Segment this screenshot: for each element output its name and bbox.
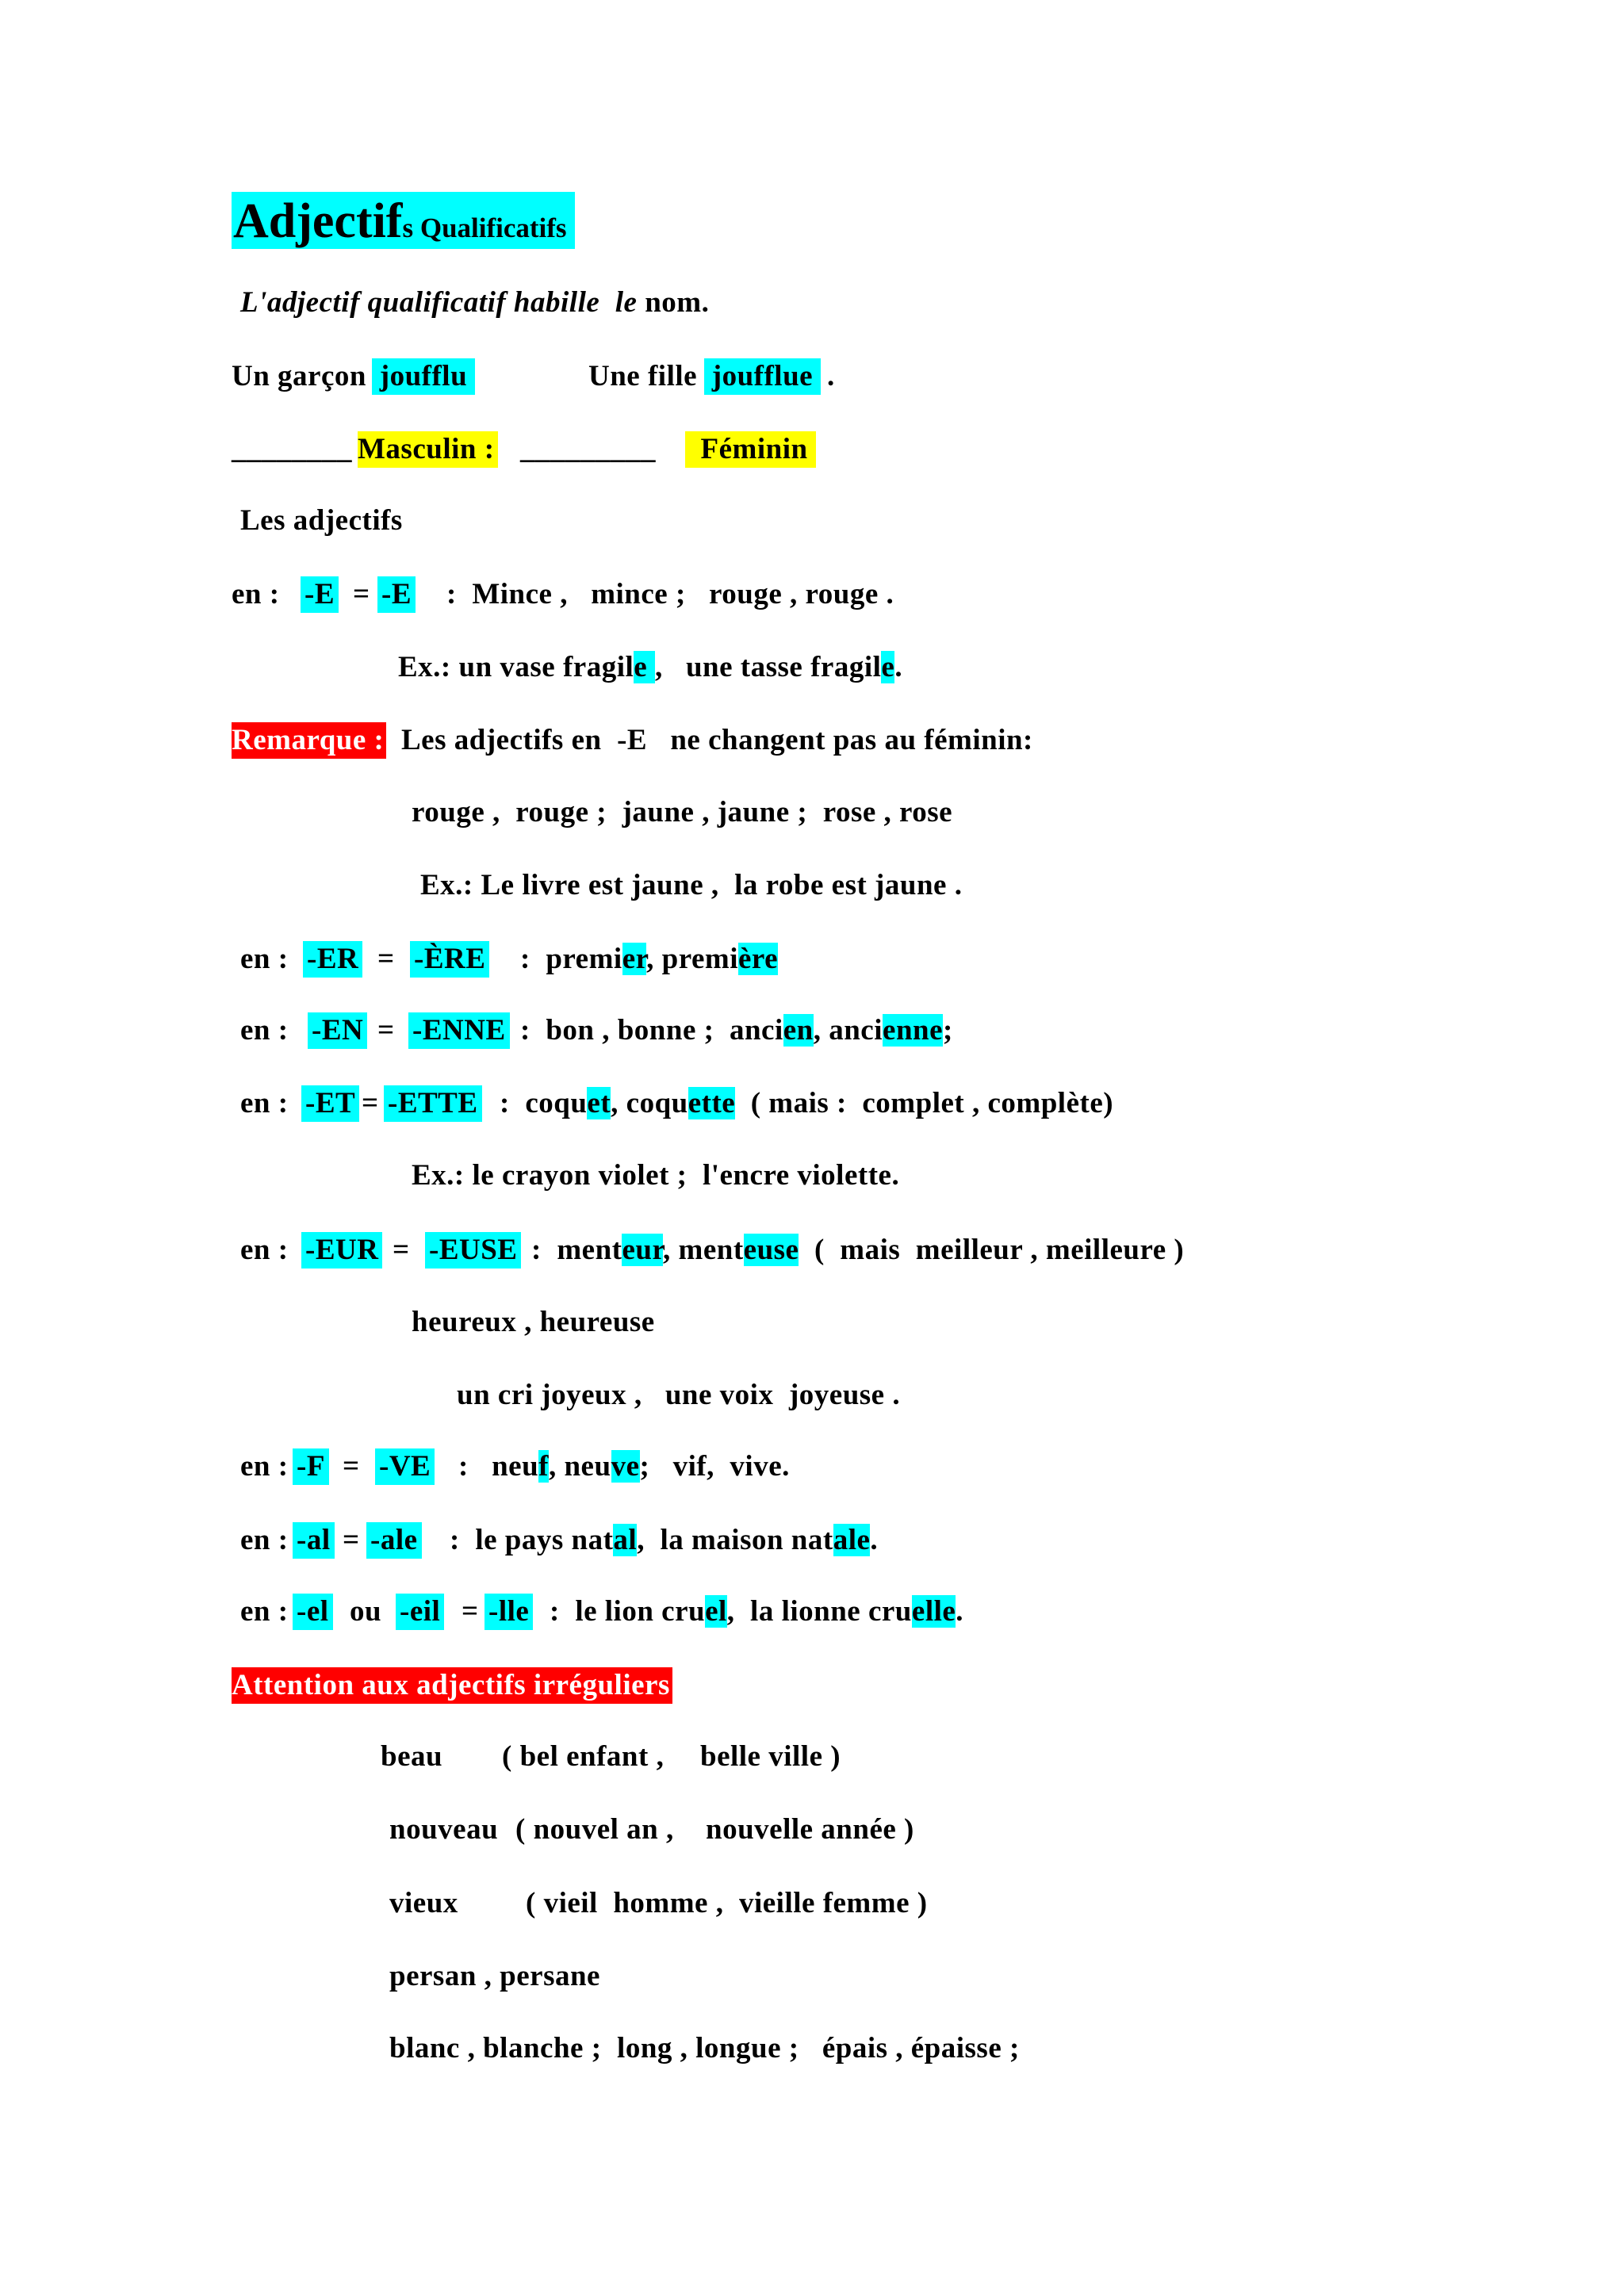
rule-al-line — [0, 1522, 1624, 1559]
rule-equals: = — [393, 1234, 410, 1266]
word-text: , la lionne cru — [726, 1595, 912, 1628]
irregular-item — [0, 1739, 1624, 1775]
rule-or: ou — [350, 1595, 382, 1628]
ending-highlight: et — [587, 1087, 611, 1119]
ending-highlight: enne — [883, 1014, 944, 1047]
rule-en-line — [0, 1012, 1624, 1049]
remark-words: rouge , rouge ; jaune , jaune ; rose , rose — [412, 796, 953, 828]
rule-equals: = — [377, 1014, 395, 1047]
irregular-masc-form: ( nouvel an , — [515, 1813, 674, 1846]
ending-highlight: elle — [911, 1595, 956, 1628]
rule-words — [520, 941, 778, 978]
rule-words — [500, 1085, 1113, 1122]
irregular-pair-line — [0, 2030, 1624, 2067]
rule-equals: = — [353, 578, 370, 610]
gender-header-line — [0, 431, 1624, 468]
rule-example — [398, 649, 902, 686]
irregular-word: beau — [381, 1740, 443, 1773]
rule-prefix: en : — [240, 1524, 289, 1556]
section-label-line — [0, 503, 1624, 539]
ending-highlight: euse — [743, 1234, 799, 1266]
page-title — [232, 192, 575, 249]
rule-fem-ending: -E — [377, 576, 416, 613]
rule-eur-line — [0, 1232, 1624, 1269]
intro-sentence — [240, 285, 709, 321]
rule-example: un cri joyeux , une voix joyeuse . — [457, 1379, 901, 1411]
irregular-pair: persan , persane — [389, 1960, 600, 1992]
section-label: Les adjectifs — [240, 504, 403, 537]
irregular-pair-line — [0, 1958, 1624, 1995]
masc-noun: Un garçon — [232, 360, 366, 392]
remark-example: Ex.: Le livre est jaune , la robe est jaune . — [420, 869, 963, 901]
feminine-label: Féminin — [685, 431, 816, 468]
irregular-heading-line — [0, 1667, 1624, 1704]
ending-highlight: ale — [833, 1524, 871, 1556]
rule-words — [550, 1594, 963, 1630]
rule-el-line — [0, 1594, 1624, 1630]
ending-highlight: en — [783, 1014, 814, 1047]
rule-fem-ending: -VE — [375, 1448, 435, 1485]
word-text: : le lion cru — [550, 1595, 706, 1628]
remark-example-line — [0, 867, 1624, 904]
rule-masc-ending: -EUR — [301, 1232, 382, 1269]
word-text: . — [956, 1595, 964, 1628]
rule-masc-ending: -F — [293, 1448, 329, 1485]
word-text: , ment — [663, 1234, 744, 1266]
title-suffix: s Qualificatifs — [402, 212, 567, 243]
rule-e-line — [0, 576, 1624, 613]
rule-equals: = — [343, 1450, 360, 1483]
ending-highlight: er — [622, 943, 647, 975]
rule-prefix: en : — [240, 1234, 289, 1266]
irregular-fem-form: nouvelle année ) — [706, 1813, 914, 1846]
rule-er-line — [0, 941, 1624, 978]
rule-et-example-line — [0, 1158, 1624, 1194]
masc-adjective-highlight: joufflu — [372, 358, 475, 395]
rule-masc-alt-ending: -eil — [396, 1594, 444, 1630]
rule-prefix: en : — [240, 1087, 289, 1119]
word-text: ( mais meilleur , meilleure ) — [799, 1234, 1185, 1266]
intro-italic: L'adjectif qualificatif habille le — [240, 286, 638, 319]
word-text: : le pays nat — [450, 1524, 614, 1556]
remark-line — [0, 722, 1624, 759]
ending-highlight: el — [705, 1595, 727, 1628]
word-text: , la maison nat — [637, 1524, 833, 1556]
rule-et-line — [0, 1085, 1624, 1122]
rule-prefix: en : — [240, 1595, 289, 1628]
rule-masc-ending: -el — [293, 1594, 333, 1630]
rule-words: : Mince , mince ; rouge , rouge . — [446, 578, 894, 610]
word-text: ; vif, vive. — [639, 1450, 790, 1483]
rule-masc-ending: -EN — [308, 1012, 367, 1049]
title-main: Adjectif — [233, 194, 403, 248]
word-text: : neu — [458, 1450, 539, 1483]
rule-right: _________ — [520, 433, 656, 465]
rule-fem-ending: -lle — [485, 1594, 533, 1630]
rule-equals: = — [343, 1524, 360, 1556]
fem-noun: Une fille — [588, 360, 698, 392]
remark-label: Remarque : — [232, 722, 386, 759]
example-end: . — [827, 360, 835, 392]
ending-highlight: e — [881, 651, 895, 683]
intro-line — [0, 285, 1624, 321]
rule-words — [520, 1012, 953, 1049]
rule-left: ________ — [232, 433, 352, 465]
irregular-word: vieux — [389, 1887, 458, 1919]
word-text: : coqu — [500, 1087, 588, 1119]
irregular-fem-form: belle ville ) — [700, 1740, 841, 1773]
rule-fem-ending: -ÈRE — [410, 941, 489, 978]
example-text: , une tasse fragil — [654, 651, 882, 683]
irregular-masc-form: ( bel enfant , — [502, 1740, 665, 1773]
rule-fem-ending: -ENNE — [408, 1012, 510, 1049]
word-text: ; — [943, 1014, 953, 1047]
example-text: . — [894, 651, 903, 683]
word-text: , neu — [548, 1450, 611, 1483]
word-text: , premi — [646, 943, 738, 975]
rule-words — [531, 1232, 1184, 1269]
irregular-item — [0, 1885, 1624, 1922]
rule-masc-ending: -ER — [303, 941, 362, 978]
rule-fem-ending: -ale — [366, 1522, 422, 1559]
rule-f-line — [0, 1448, 1624, 1485]
example-text: Ex.: un vase fragil — [398, 651, 634, 683]
rule-words — [458, 1448, 790, 1485]
remark-words-line — [0, 794, 1624, 831]
masculine-label: Masculin : — [358, 431, 498, 468]
remark-text: Les adjectifs en -E ne changent pas au féminin: — [401, 724, 1033, 756]
rule-masc-ending: -ET — [301, 1085, 359, 1122]
word-text: . — [870, 1524, 879, 1556]
intro-noun: nom. — [637, 286, 710, 319]
ending-highlight: eur — [622, 1234, 663, 1266]
example-line — [0, 358, 1624, 395]
ending-highlight: f — [538, 1450, 549, 1483]
rule-eur-example-line — [0, 1377, 1624, 1414]
rule-fem-ending: -EUSE — [425, 1232, 521, 1269]
rule-words — [450, 1522, 878, 1559]
rule-equals: = — [362, 1087, 379, 1119]
word-text: : premi — [520, 943, 622, 975]
word-text: : bon , bonne ; anci — [520, 1014, 783, 1047]
ending-highlight: ère — [738, 943, 779, 975]
rule-equals: = — [462, 1595, 479, 1628]
ending-highlight: al — [613, 1524, 638, 1556]
rule-example: Ex.: le crayon violet ; l'encre violette. — [412, 1159, 900, 1192]
irregular-heading: Attention aux adjectifs irréguliers — [232, 1667, 672, 1704]
irregular-word: nouveau — [389, 1813, 499, 1846]
rule-equals: = — [377, 943, 395, 975]
ending-highlight: ette — [688, 1087, 736, 1119]
rule-masc-ending: -al — [293, 1522, 335, 1559]
rule-fem-ending: -ETTE — [384, 1085, 482, 1122]
irregular-item — [0, 1812, 1624, 1848]
ending-highlight: e — [634, 651, 655, 683]
word-text: , anci — [813, 1014, 883, 1047]
word-text: ( mais : complet , complète) — [735, 1087, 1114, 1119]
rule-e-example-line — [0, 649, 1624, 686]
rule-masc-ending: -E — [301, 576, 339, 613]
ending-highlight: ve — [611, 1450, 640, 1483]
rule-eur-example-line — [0, 1304, 1624, 1341]
word-text: : ment — [531, 1234, 622, 1266]
rule-prefix: en : — [240, 1014, 289, 1047]
rule-example: heureux , heureuse — [412, 1306, 655, 1338]
rule-prefix: en : — [240, 1450, 289, 1483]
rule-prefix: en : — [240, 943, 289, 975]
rule-prefix: en : — [232, 578, 280, 610]
irregular-forms: ( vieil homme , vieille femme ) — [526, 1887, 928, 1919]
word-text: , coqu — [611, 1087, 688, 1119]
fem-adjective-highlight: joufflue — [704, 358, 821, 395]
irregular-pair: blanc , blanche ; long , longue ; épais , épaisse ; — [389, 2032, 1020, 2064]
